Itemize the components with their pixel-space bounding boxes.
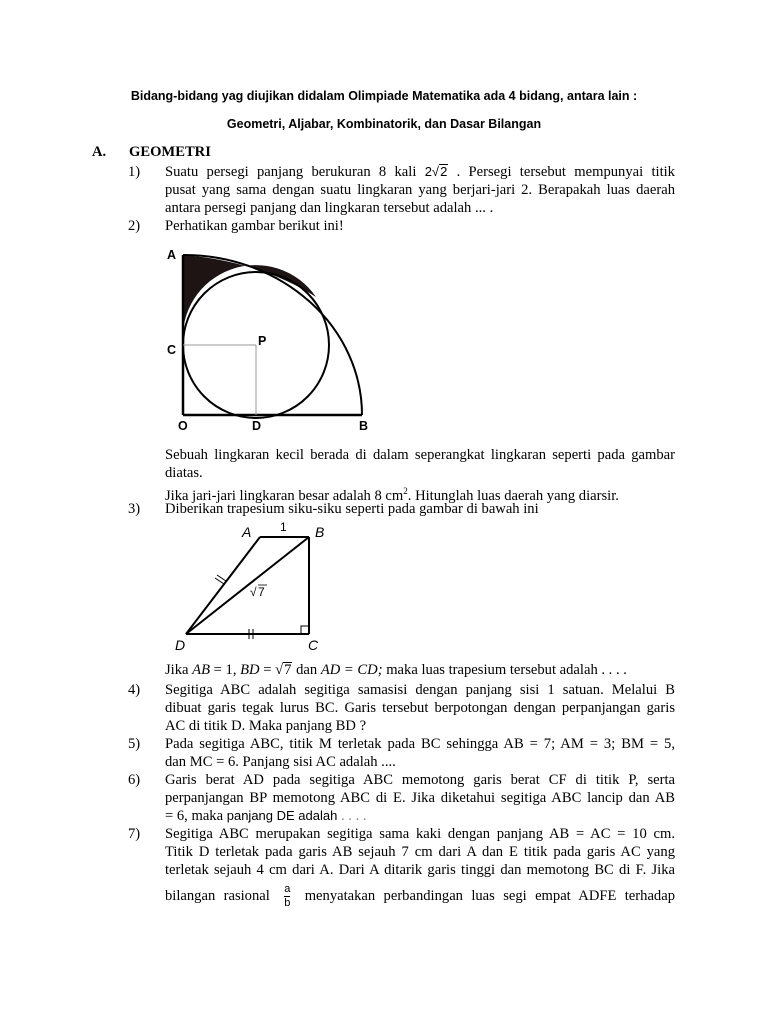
shaded-region bbox=[183, 255, 316, 345]
problem-7-line-1: Segitiga ABC merupakan segitiga sama kaki dengan panjang AB = AC = 10 cm. bbox=[165, 826, 675, 842]
problem-3-question bbox=[165, 661, 675, 679]
problem-6-line-3b: panjang DE adalah bbox=[226, 808, 338, 823]
problem-1-line-3: antara persegi panjang dan lingkaran tersebut adalah ... . bbox=[165, 200, 494, 216]
q-part-a: Jika bbox=[165, 662, 193, 678]
label-sqrt7: 7 bbox=[258, 585, 265, 599]
problem-5-line-2: dan MC = 6. Panjang sisi AC adalah .... bbox=[165, 754, 396, 770]
problem-3-number: 3) bbox=[128, 501, 141, 517]
problem-2-line-3b: . Hitunglah luas daerah yang diarsir. bbox=[407, 487, 619, 504]
problem-3-intro bbox=[165, 500, 675, 518]
problem-1-number: 1) bbox=[128, 164, 141, 180]
problem-1-radicand: 2 bbox=[440, 164, 448, 179]
problem-6-line-3a: = 6, maka bbox=[165, 808, 227, 824]
label-D: D bbox=[252, 419, 262, 433]
problem-2-line-2: diatas. bbox=[165, 465, 203, 481]
problem-1-radical: 2√2 bbox=[424, 164, 448, 179]
label-B: B bbox=[359, 419, 369, 433]
section-letter: A. bbox=[92, 144, 107, 160]
problem-7-text bbox=[165, 825, 675, 913]
problem-7-line-3: terletak sejauh 4 cm dari A. Dari A ditarik garis tinggi dan memotong BC di F. Jika bbox=[165, 862, 675, 878]
problem-7-line-4a: bilangan rasional bbox=[165, 888, 270, 904]
problem-4-text bbox=[165, 681, 675, 735]
right-angle-mark bbox=[301, 626, 309, 634]
problem-6-line-2: perpanjangan BP memotong ABC di E. Jika diketahui segitiga ABC lancip dan AB bbox=[165, 790, 675, 806]
problem-7-line-4b: menyatakan perbandingan luas segi empat ADFE terhadap bbox=[304, 888, 675, 904]
q-adcd: AD = CD; bbox=[320, 662, 383, 678]
problem-2-number: 2) bbox=[128, 218, 141, 234]
q-bd: BD bbox=[240, 662, 260, 678]
problem-2-text bbox=[165, 446, 675, 504]
header-line-2: Geometri, Aljabar, Kombinatorik, dan Dasar Bilangan bbox=[226, 117, 542, 131]
label-P: P bbox=[258, 334, 267, 348]
problem-1-line-2: pusat yang sama dengan suatu lingkaran yang berjari-jari 2. Berapakah luas daerah bbox=[165, 182, 675, 198]
problem-1-line-1d: . Persegi tersebut mempunyai titik bbox=[456, 164, 675, 180]
problem-2-intro-line: Perhatikan gambar berikut ini! bbox=[165, 218, 344, 234]
problem-2-sup: 2 bbox=[403, 486, 408, 496]
problem-1-line-1a: Suatu persegi panjang berukuran 8 kali bbox=[165, 164, 417, 180]
segment-DB bbox=[186, 537, 309, 634]
q-ab: AB bbox=[192, 662, 211, 678]
label-B: B bbox=[315, 524, 325, 540]
trapezoid-figure bbox=[170, 520, 330, 655]
problem-5-line-1: Pada segitiga ABC, titik M terletak pada BC sehingga AB = 7; AM = 3; BM = 5, bbox=[165, 736, 675, 752]
problem-5-number: 5) bbox=[128, 736, 141, 752]
problem-4-line-3: AC di titik D. Maka panjang BD ? bbox=[165, 718, 367, 734]
q-root: 7 bbox=[284, 662, 292, 678]
fraction-denominator: b bbox=[284, 897, 291, 910]
problem-6-line-3 bbox=[165, 807, 675, 825]
section-title: GEOMETRI bbox=[129, 144, 211, 160]
q-part-c: = bbox=[259, 662, 276, 678]
label-one: 1 bbox=[280, 520, 287, 534]
problem-2-line-3 bbox=[165, 482, 675, 504]
problem-4-line-1: Segitiga ABC adalah segitiga samasisi dengan panjang sisi 1 satuan. Melalui B bbox=[165, 682, 675, 698]
label-D: D bbox=[175, 637, 186, 653]
label-A: A bbox=[167, 248, 177, 262]
fraction-numerator: a bbox=[284, 883, 291, 896]
problem-4-line-2: dibuat garis tegak lurus BC. Garis tersebut berpotongan dengan perpanjangan garis bbox=[165, 700, 675, 716]
problem-1-line-1 bbox=[165, 163, 675, 181]
problem-1-coef: 2 bbox=[424, 164, 432, 179]
problem-6-line-1: Garis berat AD pada segitiga ABC memotong garis berat CF di titik P, serta bbox=[165, 772, 675, 788]
problem-4-number: 4) bbox=[128, 682, 141, 698]
label-C: C bbox=[167, 343, 177, 357]
sqrt-sign: √ bbox=[250, 585, 257, 599]
problem-2-line-3a: Jika jari-jari lingkaran besar adalah 8 cm bbox=[165, 487, 404, 504]
problem-3-question-line: Jika AB = 1, BD = √7 dan AD = CD; maka luas trapesium tersebut adalah . . . . bbox=[165, 662, 627, 678]
fraction-a-over-b bbox=[284, 883, 290, 910]
q-part-d: dan bbox=[292, 662, 321, 678]
problem-6-number: 6) bbox=[128, 772, 141, 788]
problem-2-line-1: Sebuah lingkaran kecil berada di dalam seperangkat lingkaran seperti pada gambar bbox=[165, 447, 675, 463]
problem-3-intro-line: Diberikan trapesium siku-siku seperti pada gambar di bawah ini bbox=[165, 501, 539, 517]
problem-6-line-3c: . . . . bbox=[337, 808, 367, 824]
problem-6-text bbox=[165, 771, 675, 825]
problem-7-number: 7) bbox=[128, 826, 141, 842]
header-line-1: Bidang-bidang yag diujikan didalam Olimpiade Matematika ada 4 bidang, antara lain : bbox=[130, 89, 638, 103]
label-A: A bbox=[242, 524, 252, 540]
problem-5-text bbox=[165, 735, 675, 771]
quarter-circle-figure bbox=[160, 242, 380, 434]
label-C: C bbox=[308, 637, 319, 653]
problem-7-line-2: Titik D terletak pada garis AB sejauh 7 cm dari A dan E titik pada garis AC yang bbox=[165, 844, 675, 860]
q-part-b: = 1, bbox=[210, 662, 241, 678]
label-O: O bbox=[178, 419, 188, 433]
problem-1-text bbox=[165, 163, 675, 217]
q-part-e: maka luas trapesium tersebut adalah . . . . bbox=[382, 662, 627, 678]
problem-2-intro bbox=[165, 217, 675, 235]
problem-7-line-4 bbox=[165, 879, 675, 913]
